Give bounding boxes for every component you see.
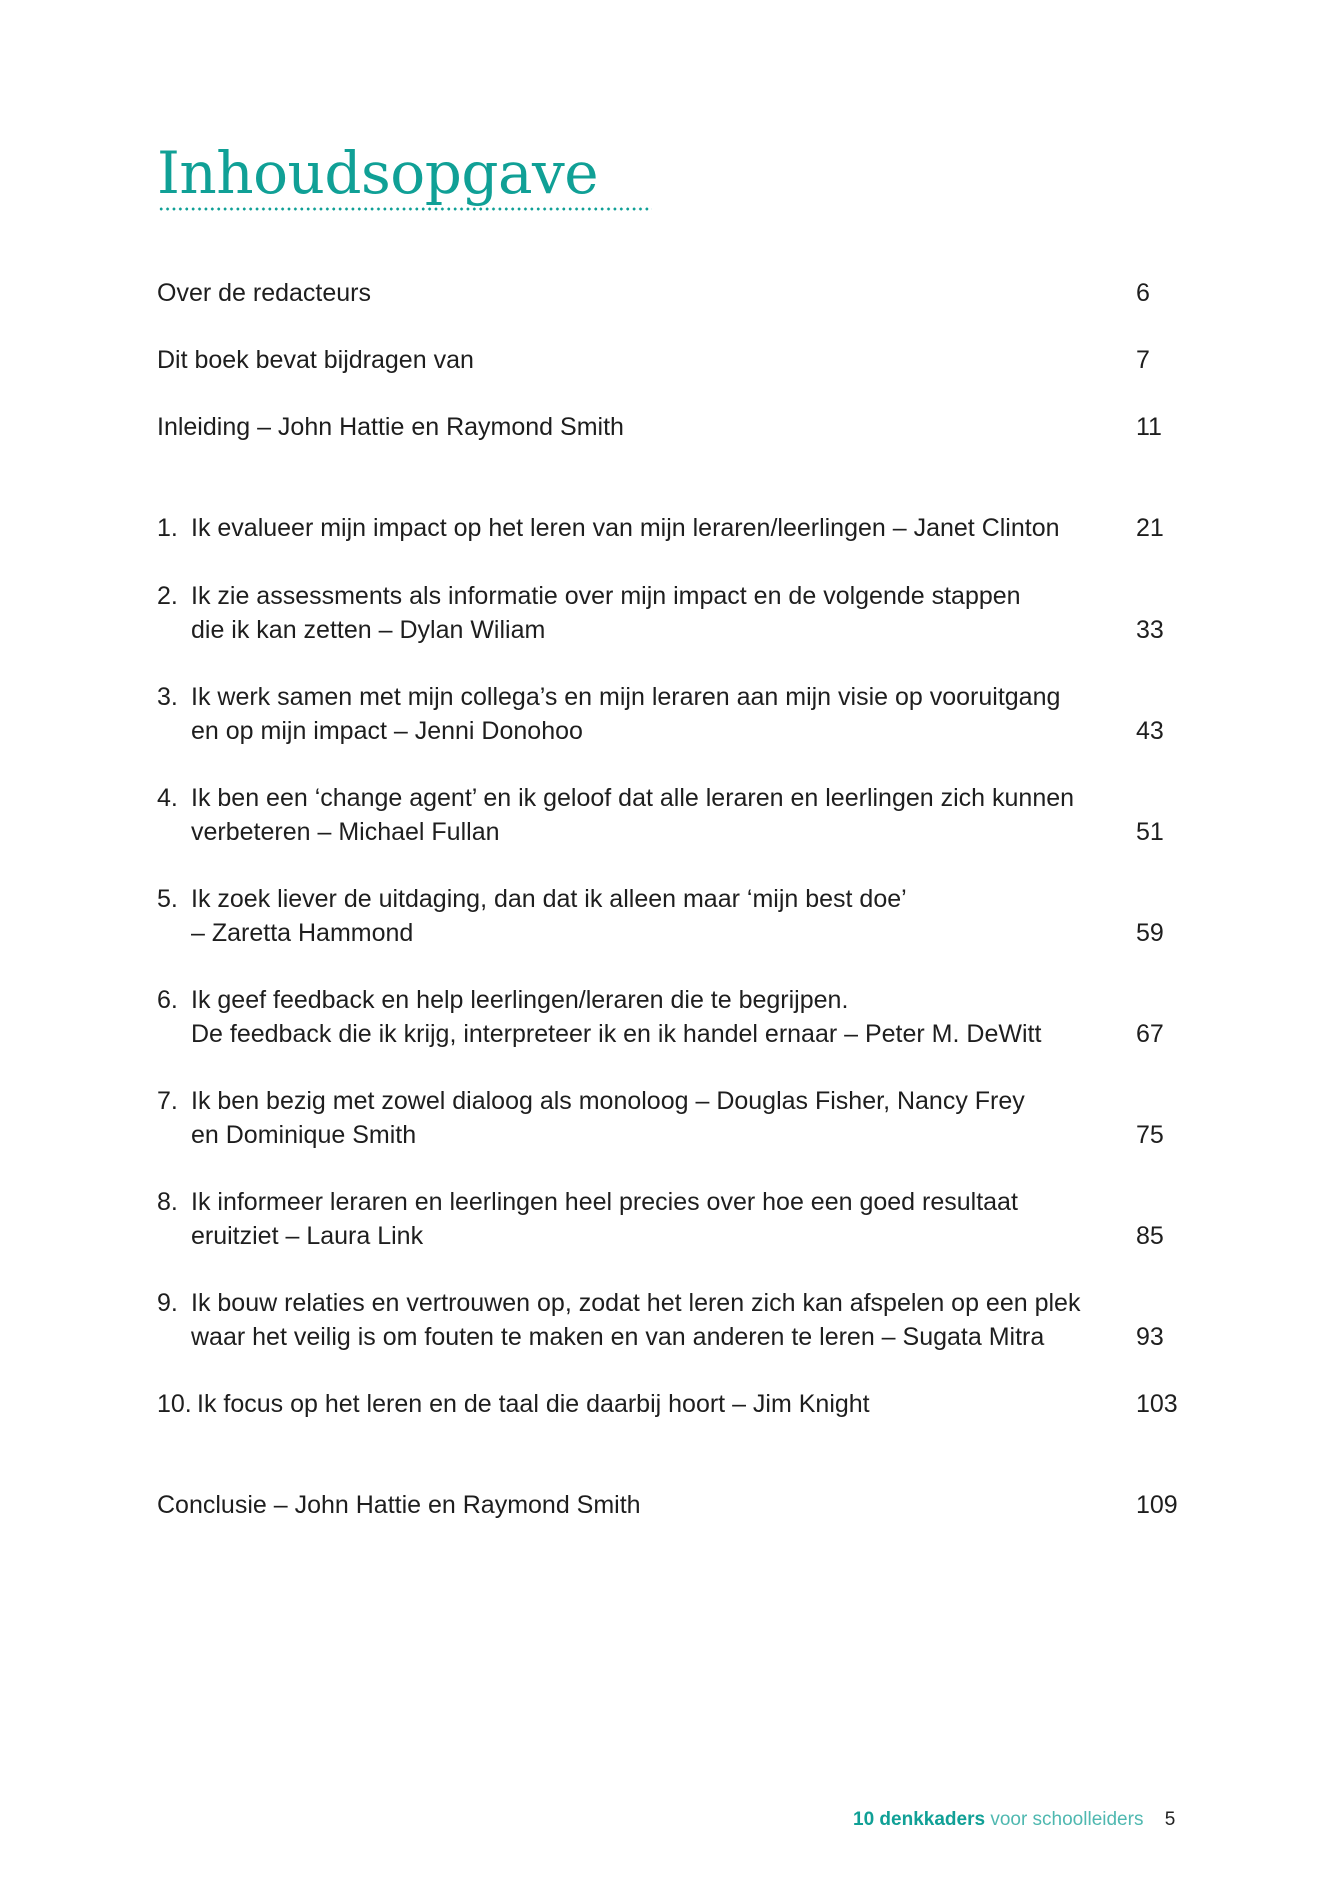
toc-chapter[interactable] [157,579,1197,647]
footer-page-number: 5 [1164,1809,1176,1830]
chapter-number: 6. [157,986,178,1014]
entry-title: Conclusie – John Hattie en Raymond Smith [157,1491,641,1519]
chapter-number: 4. [157,784,178,812]
chapter-title-line: – Zaretta Hammond [191,919,414,947]
chapter-title-line: verbeteren – Michael Fullan [191,818,500,846]
page-number: 43 [1136,717,1164,745]
chapter-title-line: Ik informeer leraren en leerlingen heel precies over hoe een goed resultaat [191,1188,1018,1216]
page-number: 75 [1136,1121,1164,1149]
toc-chapter[interactable] [157,1387,1197,1421]
chapter-title-line: Ik evalueer mijn impact op het leren van mijn leraren/leerlingen – Janet Clinton [191,514,1060,542]
toc-entry[interactable] [157,410,1197,444]
toc-chapter[interactable] [157,680,1197,748]
toc-entry[interactable] [157,343,1197,377]
toc-chapter[interactable] [157,511,1197,545]
toc-chapter[interactable] [157,781,1197,849]
page-number: 7 [1136,346,1150,374]
chapter-title-line: Ik focus op het leren en de taal die daarbij hoort – Jim Knight [197,1390,870,1418]
toc-entry-conclusion[interactable] [157,1488,1197,1522]
page-number: 33 [1136,616,1164,644]
chapter-number: 1. [157,514,178,542]
chapter-title-line: en Dominique Smith [191,1121,417,1149]
page-number: 59 [1136,919,1164,947]
chapter-title-line: eruitziet – Laura Link [191,1222,424,1250]
chapter-number: 3. [157,683,178,711]
entry-title: Dit boek bevat bijdragen van [157,346,474,374]
chapter-title-line: Ik ben bezig met zowel dialoog als monoloog – Douglas Fisher, Nancy Frey [191,1087,1025,1115]
page-number: 67 [1136,1020,1164,1048]
chapter-title-line: en op mijn impact – Jenni Donohoo [191,717,583,745]
chapter-number: 9. [157,1289,178,1317]
chapter-title-line: De feedback die ik krijg, interpreteer ik en ik handel ernaar – Peter M. DeWitt [191,1020,1042,1048]
chapter-title-line: die ik kan zetten – Dylan Wiliam [191,616,546,644]
chapter-number: 10. [157,1390,192,1418]
chapter-title-line: Ik zoek liever de uitdaging, dan dat ik alleen maar ‘mijn best doe’ [191,885,907,913]
chapter-number: 2. [157,582,178,610]
toc-chapter[interactable] [157,882,1197,950]
entry-title: Inleiding – John Hattie en Raymond Smith [157,413,624,441]
chapter-title-line: waar het veilig is om fouten te maken en van anderen te leren – Sugata Mitra [191,1323,1045,1351]
page-number: 21 [1136,514,1164,542]
entry-title: Over de redacteurs [157,279,371,307]
page-number: 109 [1136,1491,1178,1519]
chapter-title-line: Ik werk samen met mijn collega’s en mijn leraren aan mijn visie op vooruitgang [191,683,1061,711]
toc-entry[interactable] [157,276,1197,310]
chapter-title-line: Ik bouw relaties en vertrouwen op, zodat het leren zich kan afspelen op een plek [191,1289,1081,1317]
page-number: 11 [1136,413,1162,441]
page-number: 6 [1136,279,1150,307]
toc-chapter[interactable] [157,1286,1197,1354]
chapter-number: 7. [157,1087,178,1115]
page-title: Inhoudsopgave [157,139,599,207]
toc-chapter[interactable] [157,1185,1197,1253]
chapter-title-line: Ik zie assessments als informatie over mijn impact en de volgende stappen [191,582,1021,610]
page-footer [853,1808,1175,1832]
chapter-number: 5. [157,885,178,913]
page-number: 51 [1136,818,1164,846]
footer-book-title-bold: 10 denkkaders [853,1809,986,1830]
page-number: 85 [1136,1222,1164,1250]
chapter-number: 8. [157,1188,178,1216]
footer-book-title-light: voor schoolleiders [990,1809,1144,1830]
title-dotted-underline [158,207,652,211]
toc-chapter[interactable] [157,1084,1197,1152]
chapter-title-line: Ik ben een ‘change agent’ en ik geloof dat alle leraren en leerlingen zich kunnen [191,784,1075,812]
page-number: 103 [1136,1390,1178,1418]
page-number: 93 [1136,1323,1164,1351]
toc-chapter[interactable] [157,983,1197,1051]
chapter-title-line: Ik geef feedback en help leerlingen/leraren die te begrijpen. [191,986,849,1014]
